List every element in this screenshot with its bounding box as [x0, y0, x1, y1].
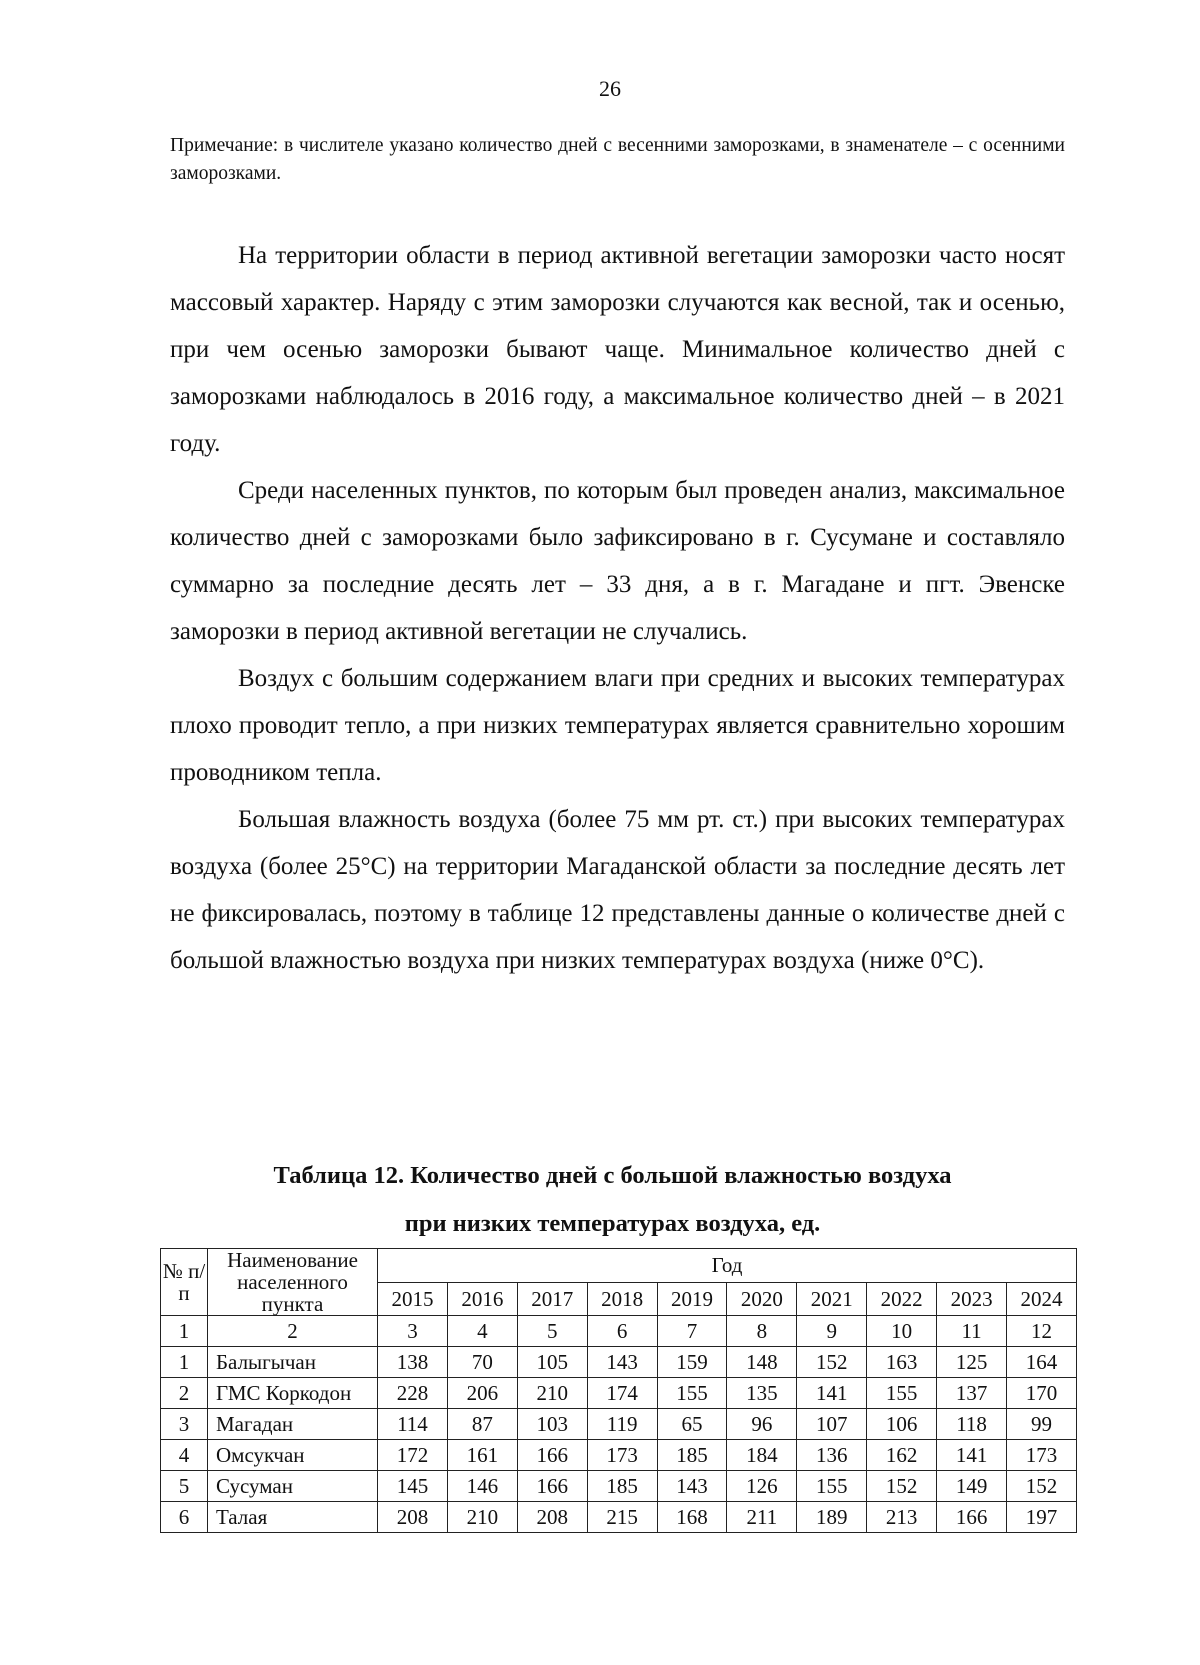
- value-cell: 197: [1007, 1502, 1077, 1533]
- value-cell: 215: [587, 1502, 657, 1533]
- value-cell: 213: [867, 1502, 937, 1533]
- column-number: 10: [867, 1316, 937, 1347]
- value-cell: 155: [797, 1471, 867, 1502]
- year-header: 2017: [517, 1282, 587, 1316]
- value-cell: 87: [447, 1409, 517, 1440]
- year-header: 2023: [937, 1282, 1007, 1316]
- value-cell: 119: [587, 1409, 657, 1440]
- value-cell: 208: [378, 1502, 448, 1533]
- table-row: [161, 1502, 1077, 1533]
- row-number: 4: [161, 1440, 208, 1471]
- header-num: № п/п: [161, 1249, 208, 1316]
- column-number: 8: [727, 1316, 797, 1347]
- paragraph: На территории области в период активной вегетации заморозки часто носят массовый характер. Наряду с этим заморозки случаются как весной, так и осенью, при чем осенью заморозки бывают чаще. Минимальное количество дней с заморозками наблюдалось в 2016 году, а максимальное количество дней – в 2021 году.: [170, 242, 1065, 457]
- value-cell: 164: [1007, 1347, 1077, 1378]
- value-cell: 149: [937, 1471, 1007, 1502]
- value-cell: 99: [1007, 1409, 1077, 1440]
- settlement-name: ГМС Коркодон: [208, 1378, 378, 1409]
- year-header: 2018: [587, 1282, 657, 1316]
- value-cell: 159: [657, 1347, 727, 1378]
- value-cell: 65: [657, 1409, 727, 1440]
- row-number: 1: [161, 1347, 208, 1378]
- value-cell: 166: [517, 1471, 587, 1502]
- value-cell: 228: [378, 1378, 448, 1409]
- value-cell: 103: [517, 1409, 587, 1440]
- column-number: 5: [517, 1316, 587, 1347]
- value-cell: 206: [447, 1378, 517, 1409]
- settlement-name: Талая: [208, 1502, 378, 1533]
- year-header: 2015: [378, 1282, 448, 1316]
- value-cell: 125: [937, 1347, 1007, 1378]
- year-header: 2020: [727, 1282, 797, 1316]
- row-number: 2: [161, 1378, 208, 1409]
- value-cell: 184: [727, 1440, 797, 1471]
- value-cell: 152: [797, 1347, 867, 1378]
- value-cell: 106: [867, 1409, 937, 1440]
- value-cell: 126: [727, 1471, 797, 1502]
- year-header: 2016: [447, 1282, 517, 1316]
- column-number: 12: [1007, 1316, 1077, 1347]
- table-row: [161, 1409, 1077, 1440]
- value-cell: 166: [517, 1440, 587, 1471]
- value-cell: 210: [447, 1502, 517, 1533]
- value-cell: 173: [1007, 1440, 1077, 1471]
- value-cell: 170: [1007, 1378, 1077, 1409]
- value-cell: 141: [797, 1378, 867, 1409]
- column-number: 2: [208, 1316, 378, 1347]
- value-cell: 162: [867, 1440, 937, 1471]
- paragraph: Большая влажность воздуха (более 75 мм рт. ст.) при высоких температурах воздуха (более 25°С) на территории Магаданской области за последние десять лет не фиксировалась, поэтому в таблице 12 представлены данные о количестве дней с большой влажностью воздуха при низких температурах воздуха (ниже 0°С).: [170, 806, 1065, 974]
- table-row: [161, 1347, 1077, 1378]
- paragraph: Воздух с большим содержанием влаги при средних и высоких температурах плохо проводит тепло, а при низких температурах является сравнительно хорошим проводником тепла.: [170, 665, 1065, 786]
- header-name: Наименование населенного пункта: [208, 1249, 378, 1316]
- value-cell: 118: [937, 1409, 1007, 1440]
- header-year: Год: [378, 1249, 1077, 1283]
- column-number: 4: [447, 1316, 517, 1347]
- column-number-row: [161, 1316, 1077, 1347]
- row-number: 3: [161, 1409, 208, 1440]
- value-cell: 172: [378, 1440, 448, 1471]
- page-number: 26: [599, 76, 621, 101]
- value-cell: 141: [937, 1440, 1007, 1471]
- year-header: 2021: [797, 1282, 867, 1316]
- value-cell: 114: [378, 1409, 448, 1440]
- humidity-table: [160, 1248, 1077, 1533]
- value-cell: 166: [937, 1502, 1007, 1533]
- value-cell: 174: [587, 1378, 657, 1409]
- table-body: [161, 1347, 1077, 1533]
- value-cell: 138: [378, 1347, 448, 1378]
- value-cell: 210: [517, 1378, 587, 1409]
- settlement-name: Сусуман: [208, 1471, 378, 1502]
- column-number: 1: [161, 1316, 208, 1347]
- value-cell: 143: [587, 1347, 657, 1378]
- value-cell: 185: [587, 1471, 657, 1502]
- value-cell: 155: [867, 1378, 937, 1409]
- settlement-name: Балыгычан: [208, 1347, 378, 1378]
- value-cell: 143: [657, 1471, 727, 1502]
- table-row: [161, 1471, 1077, 1502]
- settlement-name: Омсукчан: [208, 1440, 378, 1471]
- table-caption-line-1: Таблица 12. Количество дней с большой влажностью воздуха: [273, 1162, 952, 1189]
- value-cell: 146: [447, 1471, 517, 1502]
- value-cell: 70: [447, 1347, 517, 1378]
- value-cell: 137: [937, 1378, 1007, 1409]
- table-note: Примечание: в числителе указано количество дней с весенними заморозками, в знаменателе – с осенними заморозками.: [170, 135, 1065, 184]
- table-caption-line-2: при низких температурах воздуха, ед.: [404, 1210, 821, 1237]
- year-header: 2022: [867, 1282, 937, 1316]
- row-number: 5: [161, 1471, 208, 1502]
- year-header: 2019: [657, 1282, 727, 1316]
- value-cell: 173: [587, 1440, 657, 1471]
- table-header-row: [161, 1249, 1077, 1283]
- value-cell: 105: [517, 1347, 587, 1378]
- value-cell: 155: [657, 1378, 727, 1409]
- year-header: 2024: [1007, 1282, 1077, 1316]
- value-cell: 135: [727, 1378, 797, 1409]
- column-number: 6: [587, 1316, 657, 1347]
- value-cell: 96: [727, 1409, 797, 1440]
- value-cell: 136: [797, 1440, 867, 1471]
- column-number: 3: [378, 1316, 448, 1347]
- value-cell: 152: [1007, 1471, 1077, 1502]
- table-row: [161, 1378, 1077, 1409]
- table-caption: [150, 1152, 1075, 1248]
- value-cell: 107: [797, 1409, 867, 1440]
- value-cell: 185: [657, 1440, 727, 1471]
- value-cell: 211: [727, 1502, 797, 1533]
- value-cell: 152: [867, 1471, 937, 1502]
- body-text: [170, 232, 1065, 984]
- value-cell: 161: [447, 1440, 517, 1471]
- value-cell: 208: [517, 1502, 587, 1533]
- value-cell: 189: [797, 1502, 867, 1533]
- settlement-name: Магадан: [208, 1409, 378, 1440]
- value-cell: 148: [727, 1347, 797, 1378]
- column-number: 9: [797, 1316, 867, 1347]
- value-cell: 168: [657, 1502, 727, 1533]
- value-cell: 163: [867, 1347, 937, 1378]
- table-row: [161, 1440, 1077, 1471]
- column-number: 7: [657, 1316, 727, 1347]
- value-cell: 145: [378, 1471, 448, 1502]
- row-number: 6: [161, 1502, 208, 1533]
- column-number: 11: [937, 1316, 1007, 1347]
- paragraph: Среди населенных пунктов, по которым был проведен анализ, максимальное количество дней с заморозками было зафиксировано в г. Сусумане и составляло суммарно за последние десять лет – 33 дня, а в г. Магадане и пгт. Эвенске заморозки в период активной вегетации не случались.: [170, 477, 1065, 645]
